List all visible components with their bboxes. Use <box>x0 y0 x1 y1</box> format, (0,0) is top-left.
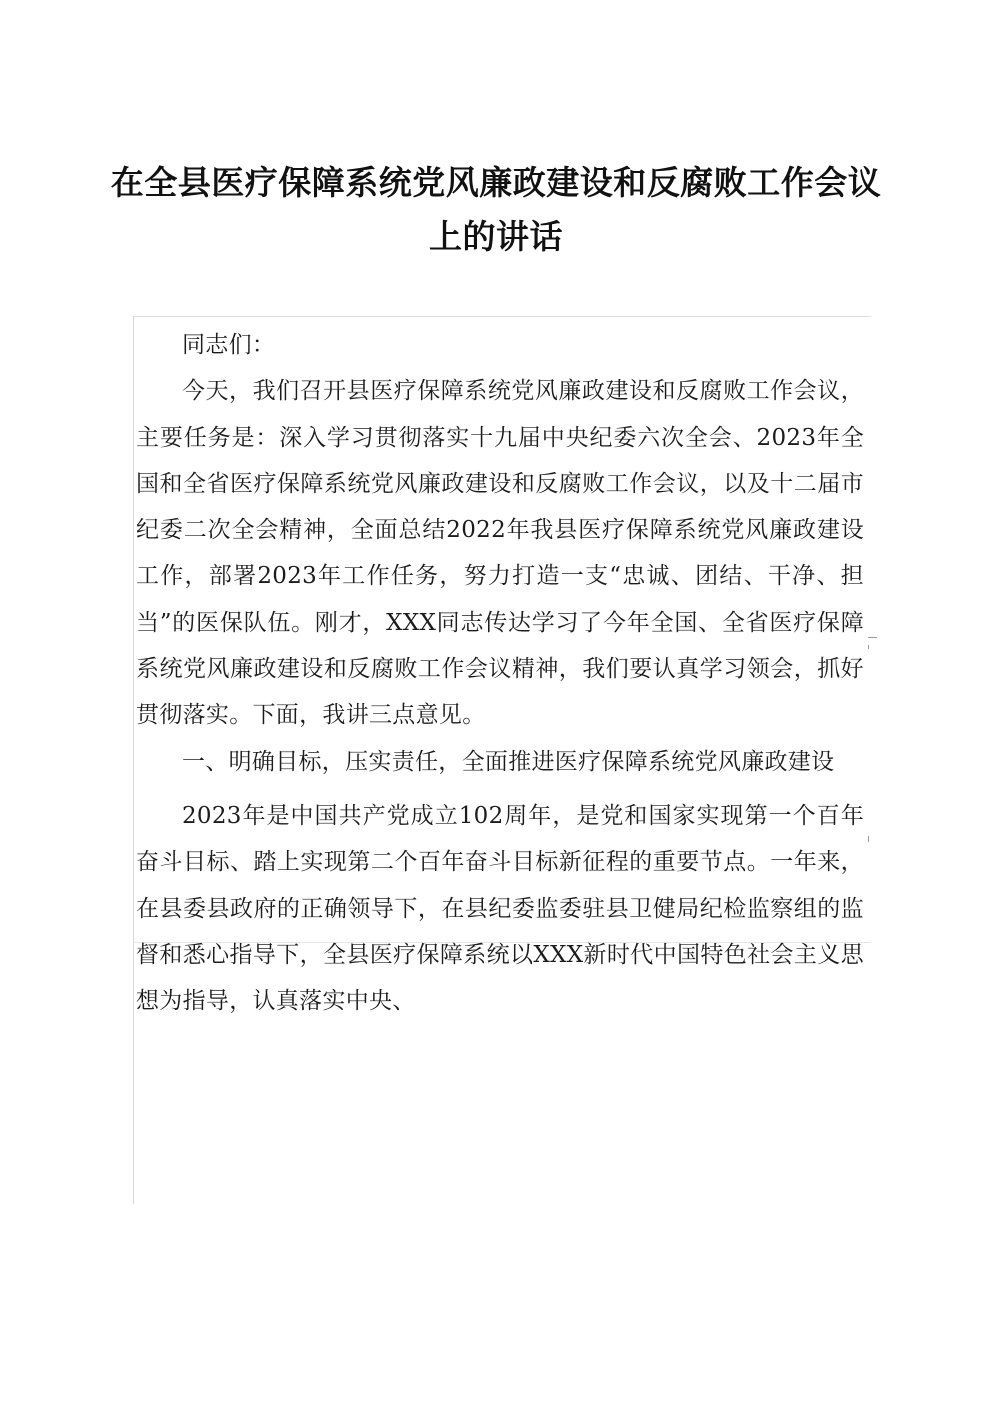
text-frame-top-border <box>133 316 871 317</box>
document-body <box>136 322 864 1024</box>
margin-mark <box>868 836 869 842</box>
section-heading-1: 一、明确目标，压实责任，全面推进医疗保障系统党风廉政建设 <box>182 748 835 775</box>
margin-mark <box>868 645 869 649</box>
paragraph-section-1: 2023年是中国共产党成立102周年，是党和国家实现第一个百年奋斗目标、踏上实现第二个百年奋斗目标新征程的重要节点。一年来，在县委县政府的正确领导下，在县纪委监委驻县卫健局纪检监察组的监督和悉心指导下，全县医疗保障系统以XXX新时代中国特色社会主义思想为指导，认真落实中央、 <box>136 802 864 1015</box>
text-frame-left-border <box>133 316 134 1204</box>
salutation: 同志们： <box>182 332 276 358</box>
document-title: 在全县医疗保障系统党风廉政建设和反腐败工作会议上的讲话 <box>110 163 882 256</box>
margin-mark <box>868 637 877 638</box>
paragraph-intro: 今天，我们召开县医疗保障系统党风廉政建设和反腐败工作会议，主要任务是：深入学习贯彻落实十九届中央纪委六次全会、2023年全国和全省医疗保障系统党风廉政建设和反腐败工作会议，以及十二届市纪委二次全会精神，全面总结2022年我县医疗保障系统党风廉政建设工作，部署2023年工作任务，努力打造一支“忠诚、团结、干净、担当”的医保队伍。刚才，XXX同志传达学习了今年全国、全省医疗保障系统党风廉政建设和反腐败工作会议精神，我们要认真学习领会，抓好贯彻落实。下面，我讲三点意见。 <box>136 378 864 729</box>
